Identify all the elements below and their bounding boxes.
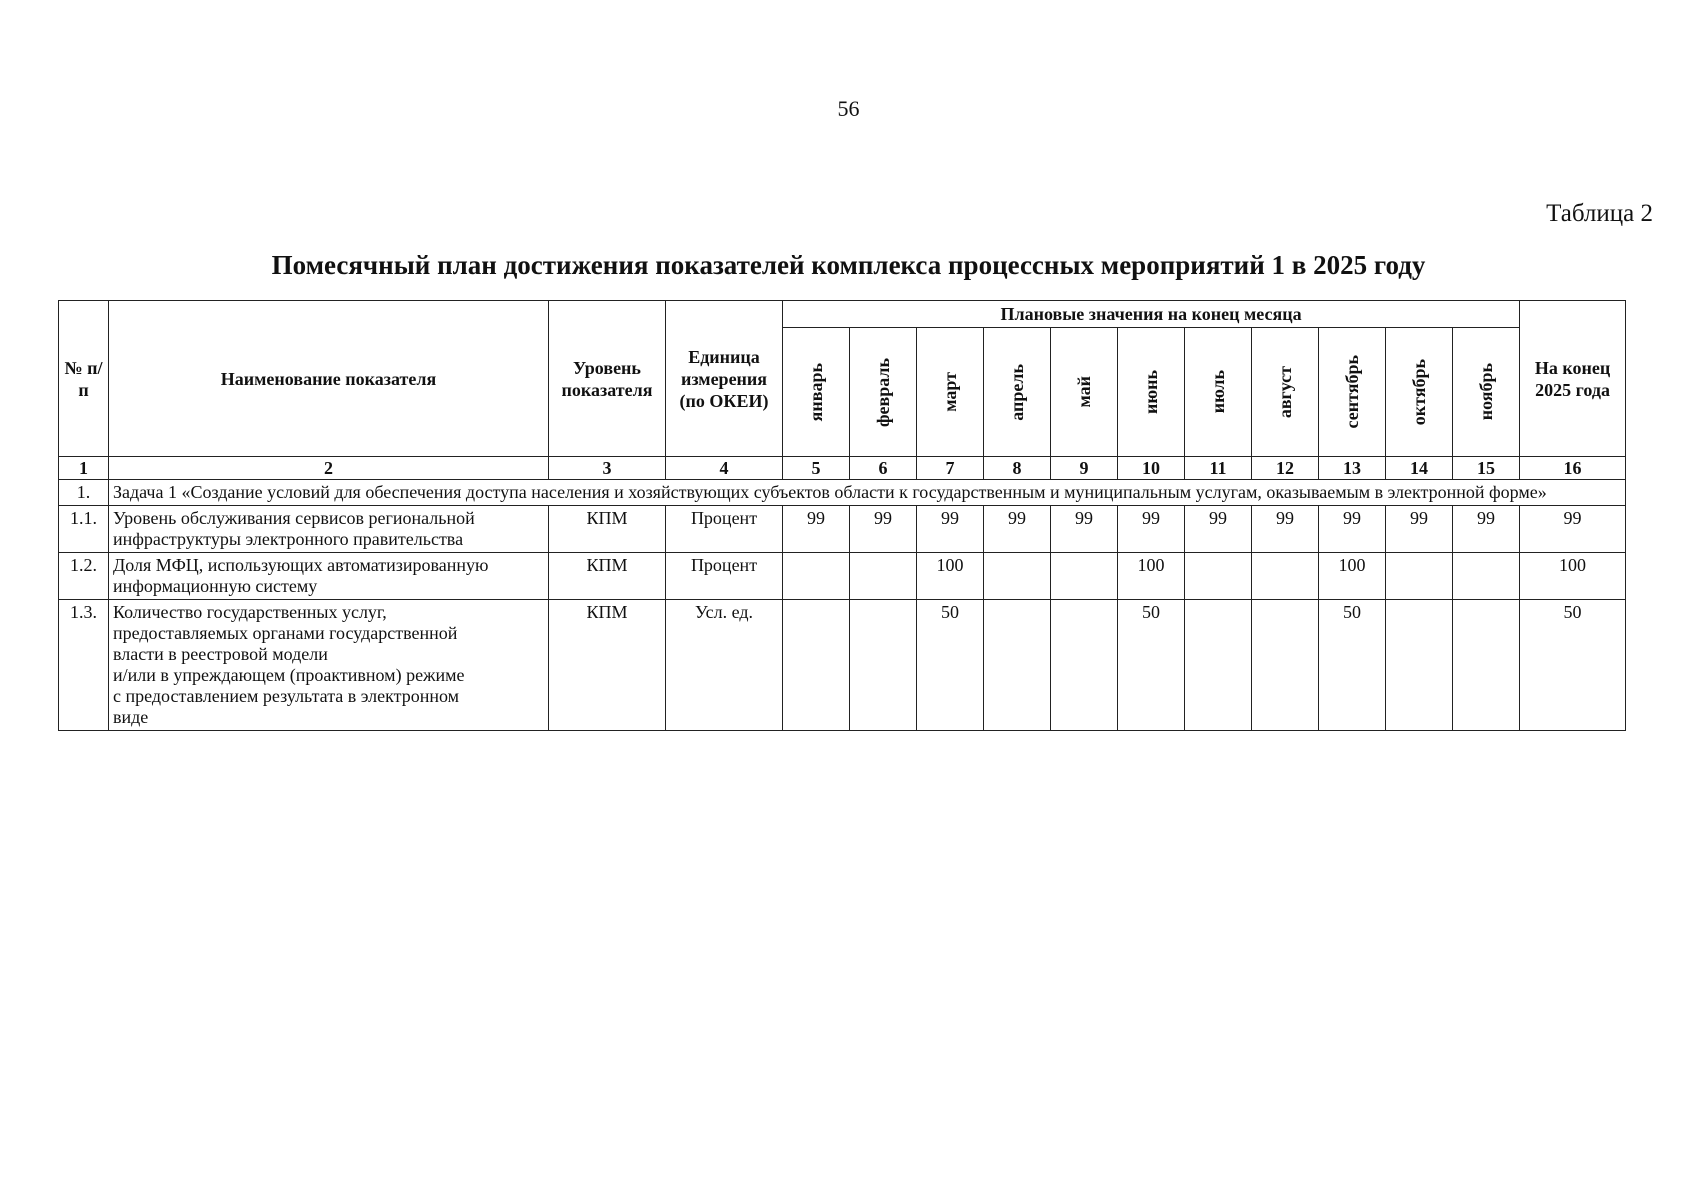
table-row [59,553,1626,600]
indicator-level: КПМ [549,506,666,553]
column-number: 9 [1051,457,1118,480]
header-month: сентябрь [1319,328,1386,457]
column-number: 12 [1252,457,1319,480]
column-number: 14 [1386,457,1453,480]
month-value: 99 [783,506,850,553]
column-number: 8 [984,457,1051,480]
month-value: 99 [1319,506,1386,553]
indicator-unit: Процент [666,506,783,553]
header-month: май [1051,328,1118,457]
month-value [1453,553,1520,600]
indicator-name: Доля МФЦ, использующих автоматизированную информационную систему [109,553,549,600]
header-month: февраль [850,328,917,457]
header-unit: Единица измерения (по ОКЕИ) [666,301,783,457]
column-number: 7 [917,457,984,480]
month-value: 99 [1185,506,1252,553]
indicator-level: КПМ [549,553,666,600]
indicator-name-line: и/или в упреждающем (проактивном) режиме [113,665,465,685]
month-value [1051,600,1118,731]
column-number: 10 [1118,457,1185,480]
header-month: апрель [984,328,1051,457]
indicator-name [109,600,549,731]
header-month: ноябрь [1453,328,1520,457]
header-month: июнь [1118,328,1185,457]
month-value: 99 [1453,506,1520,553]
year-end-value: 99 [1520,506,1626,553]
indicator-name-line: с предоставлением результата в электронном [113,686,460,706]
column-number: 6 [850,457,917,480]
month-value [1252,600,1319,731]
month-value [984,553,1051,600]
month-value [1386,553,1453,600]
row-number: 1.3. [59,600,109,731]
header-month: июль [1185,328,1252,457]
month-value [1453,600,1520,731]
year-end-value: 50 [1520,600,1626,731]
indicator-level: КПМ [549,600,666,731]
table-row [59,600,1626,731]
header-plan-group: Плановые значения на конец месяца [783,301,1520,328]
month-value: 99 [984,506,1051,553]
column-number: 5 [783,457,850,480]
indicator-name-line: предоставляемых органами государственной [113,623,458,643]
month-value: 99 [917,506,984,553]
month-value: 50 [1118,600,1185,731]
month-value [1386,600,1453,731]
month-value [1252,553,1319,600]
month-value: 99 [850,506,917,553]
header-month: январь [783,328,850,457]
task-row [59,480,1626,506]
header-month: август [1252,328,1319,457]
indicator-unit: Процент [666,553,783,600]
month-value [984,600,1051,731]
month-value: 100 [917,553,984,600]
month-value: 99 [1386,506,1453,553]
column-number: 1 [59,457,109,480]
page-number: 56 [837,96,860,121]
header-row-top [59,301,1626,328]
header-name: Наименование показателя [109,301,549,457]
month-value [783,553,850,600]
indicator-name-line: власти в реестровой модели [113,644,328,664]
header-month: март [917,328,984,457]
year-end-value: 100 [1520,553,1626,600]
header-year-end: На конец 2025 года [1520,301,1626,457]
header-level: Уровень показателя [549,301,666,457]
month-value: 100 [1118,553,1185,600]
month-value [850,553,917,600]
column-number: 15 [1453,457,1520,480]
column-number: 4 [666,457,783,480]
month-value [1185,553,1252,600]
column-number: 2 [109,457,549,480]
table-row [59,506,1626,553]
month-value [850,600,917,731]
column-number: 11 [1185,457,1252,480]
month-value [1185,600,1252,731]
table-caption: Таблица 2 [1546,200,1653,227]
row-number: 1.1. [59,506,109,553]
indicator-name-line: Количество государственных услуг, [113,602,387,622]
month-value: 99 [1051,506,1118,553]
column-number: 3 [549,457,666,480]
month-value [783,600,850,731]
month-value: 99 [1118,506,1185,553]
plan-table [58,300,1626,731]
column-number: 13 [1319,457,1386,480]
indicator-name-line: виде [113,707,149,727]
row-number: 1.2. [59,553,109,600]
column-number: 16 [1520,457,1626,480]
month-value: 99 [1252,506,1319,553]
task-number: 1. [59,480,109,506]
month-value: 100 [1319,553,1386,600]
indicator-unit: Усл. ед. [666,600,783,731]
month-value [1051,553,1118,600]
header-num: № п/п [59,301,109,457]
document-title: Помесячный план достижения показателей комплекса процессных мероприятий 1 в 2025 году [271,250,1426,280]
indicator-name: Уровень обслуживания сервисов региональной инфраструктуры электронного правительства [109,506,549,553]
task-text: Задача 1 «Создание условий для обеспечения доступа населения и хозяйствующих субъектов области к государственным и муниципальным услугам, оказываемым в электронной форме» [109,480,1626,506]
header-month: октябрь [1386,328,1453,457]
month-value: 50 [1319,600,1386,731]
month-value: 50 [917,600,984,731]
column-numbers-row [59,457,1626,480]
